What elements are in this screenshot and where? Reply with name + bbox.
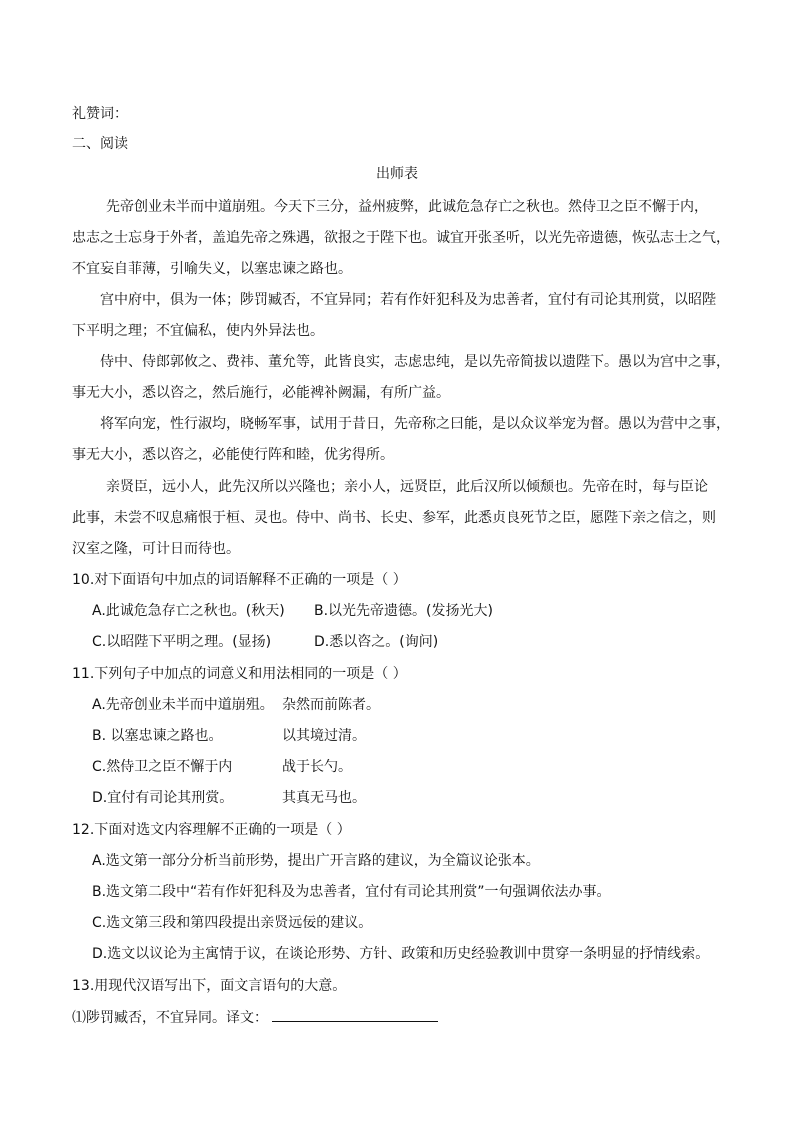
passage-line: 事无大小，悉以咨之，必能使行阵和睦，优劣得所。 [72,447,394,463]
option-c-sentence-1: C.然侍卫之臣不懈于内 [92,759,233,775]
option-a-sentence-1: A.先帝创业未半而中道崩殂。 [92,697,274,713]
option-d-sentence-2: 其真无马也。 [282,790,366,806]
question-12-stem: 12.下面对选文内容理解不正确的一项是（ ） [72,822,351,838]
passage-line: 事无大小，悉以咨之，然后施行，必能裨补阙漏，有所广益。 [72,385,450,401]
passage-line: 亲贤臣，远小人，此先汉所以兴隆也；亲小人，远贤臣，此后汉所以倾颓也。先帝在时，每与臣论 [106,479,708,495]
question-11-option-a[interactable] [92,695,380,715]
section-heading: 二、阅读 [72,136,128,152]
passage-line: 先帝创业未半而中道崩殂。今天下三分，益州疲弊，此诚危急存亡之秋也。然侍卫之臣不懈于内， [106,199,708,215]
option-c[interactable]: C.以昭陛下平明之理。(显扬) [92,634,272,650]
option-b-sentence-1: B. 以塞忠谏之路也。 [92,728,223,744]
option-b[interactable]: B.选文第二段中“若有作奸犯科及为忠善者，宜付有司论其刑赏”一句强调依法办事。 [92,884,611,900]
passage-line: 忠志之士忘身于外者，盖追先帝之殊遇，欲报之于陛下也。诚宜开张圣听，以光先帝遗德，恢弘志士之气， [72,230,730,246]
question-11-stem: 11.下列句子中加点的词意义和用法相同的一项是（ ） [72,666,407,682]
question-13-item-1 [72,1007,438,1028]
option-c-sentence-2: 战于长勺。 [282,759,352,775]
passage-line: 将军向宠，性行淑均，晓畅军事，试用于昔日，先帝称之曰能，是以众议举宠为督。愚以为营中之事， [100,416,730,432]
passage-line: 宫中府中，俱为一体；陟罚臧否，不宜异同；若有作奸犯科及为忠善者，宜付有司论其刑赏，以昭陛 [100,292,716,308]
option-a[interactable]: A.此诚危急存亡之秋也。(秋天) [92,603,285,619]
item-1-prompt: ⑴陟罚臧否，不宜异同。译文： [72,1010,268,1026]
question-10-row-ab [92,601,493,621]
question-11-option-c[interactable] [92,757,352,777]
answer-blank[interactable] [272,1007,438,1022]
question-11-option-b[interactable] [92,726,366,746]
passage-line: 下平明之理；不宜偏私，使内外异法也。 [72,323,324,339]
passage-line: 此事，未尝不叹息痛恨于桓、灵也。侍中、尚书、长史、参军，此悉贞良死节之臣，愿陛下亲之信之，则 [72,510,716,526]
question-11-option-d[interactable] [92,788,366,808]
option-a[interactable]: A.选文第一部分分析当前形势，提出广开言路的建议，为全篇议论张本。 [92,853,540,869]
passage-line: 侍中、侍郎郭攸之、费祎、董允等，此皆良实，志虑忠纯，是以先帝简拔以遗陛下。愚以为宫中之事， [100,354,730,370]
option-d-sentence-1: D.宜付有司论其刑赏。 [92,790,234,806]
passage-line: 汉室之隆，可计日而待也。 [72,541,240,557]
option-d[interactable]: D.悉以咨之。(询问) [314,634,439,650]
passage-line: 不宜妄自菲薄，引喻失义，以塞忠谏之路也。 [72,261,352,277]
question-13-stem: 13.用现代汉语写出下，面文言语句的大意。 [72,978,347,994]
option-c[interactable]: C.选文第三段和第四段提出亲贤远佞的建议。 [92,915,373,931]
passage-title: 出师表 [376,166,418,182]
option-b[interactable]: B.以光先帝遗德。(发扬光大) [314,603,493,619]
option-a-sentence-2: 杂然而前陈者。 [282,697,380,713]
option-d[interactable]: D.选文以议论为主寓情于议，在谈论形势、方针、政策和历史经验教训中贯穿一条明显的抒情线索。 [92,946,710,962]
option-b-sentence-2: 以其境过清。 [282,728,366,744]
lizan-label: 礼赞词： [72,106,128,122]
question-10-row-cd [92,632,438,652]
question-10-stem: 10.对下面语句中加点的词语解释不正确的一项是（ ） [72,572,407,588]
